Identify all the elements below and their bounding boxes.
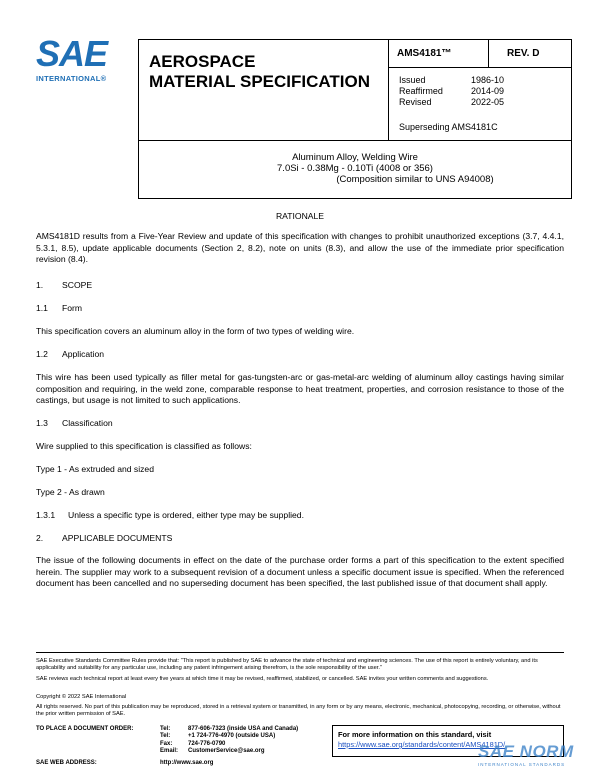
superseding: Superseding AMS4181C xyxy=(399,122,498,132)
contact-row xyxy=(36,748,298,755)
revision: REV. D xyxy=(489,40,571,68)
spec-subject xyxy=(139,140,571,198)
footer-review-text: SAE reviews each technical report at least every five years at which time it may be revised, reaffirmed, stabilized, or cancelled. SAE invites your written comments and suggestions. xyxy=(36,676,489,682)
contact-value: 724-776-0790 xyxy=(188,740,226,747)
section-title: SCOPE xyxy=(62,280,93,290)
section-number: 1.3 xyxy=(36,418,48,428)
date-row-reaffirmed xyxy=(399,86,571,97)
date-value: 1986-10 xyxy=(471,75,505,85)
section-title: APPLICABLE DOCUMENTS xyxy=(62,533,173,543)
contact-value[interactable]: CustomerService@sae.org xyxy=(188,748,265,755)
section-number: 2. xyxy=(36,533,44,543)
rationale-text: AMS4181D results from a Five-Year Review and update of this specification with changes to prohibit unauthorized exceptions (3.7, 4.4.1, 5.3.1, 8.5), update applicable documents (Section 2, 8.2), note on units (8.3), and allow the use of the immediate prior specification revision (8.4). xyxy=(36,231,564,264)
section-number: 1.1 xyxy=(36,303,48,313)
contact-key: Email: xyxy=(160,748,179,755)
footer-copyright: Copyright © 2022 SAE International xyxy=(36,694,127,700)
watermark-logo xyxy=(478,742,594,772)
logo-subtitle: INTERNATIONAL® xyxy=(36,74,107,83)
date-value: 2014-09 xyxy=(471,86,505,96)
date-label: Issued xyxy=(399,75,426,85)
section-1-1-heading xyxy=(36,303,82,313)
logo-brand: SAE xyxy=(36,33,108,74)
section-1-heading xyxy=(36,280,92,290)
date-row-revised xyxy=(399,97,571,108)
watermark-subtext: INTERNATIONAL STANDARDS xyxy=(478,762,566,767)
section-1-2-heading xyxy=(36,349,104,359)
spec-title-line2: MATERIAL SPECIFICATION xyxy=(149,72,370,91)
spec-title-line1: AEROSPACE xyxy=(149,52,256,71)
date-row-issued xyxy=(399,75,571,86)
doc-number: AMS4181™ xyxy=(389,40,489,68)
section-1-1-text: This specification covers an aluminum alloy in the form of two types of welding wire. xyxy=(36,326,355,336)
section-title: Form xyxy=(62,303,83,313)
section-text: Unless a specific type is ordered, either type may be supplied. xyxy=(68,510,304,520)
footer-rights-text: All rights reserved. No part of this publication may be reproduced, stored in a retrieval system or transmitted, in any form or by any means, electronic, mechanical, photocopying, recording, or otherwise, without the prior written permission of SAE. xyxy=(36,704,561,717)
contact-key: Fax: xyxy=(160,740,173,747)
section-2-text: The issue of the following documents in effect on the date of the purchase order forms a part of this specification to the extent specified herein. The supplier may work to a subsequent revision of a document unless a specific document issue is specified. When the referenced document has been cancelled and no superseding document has been specified, the last published issue of that document shall apply. xyxy=(36,555,564,588)
spec-header-box xyxy=(138,39,572,199)
more-info-title: For more information on this standard, visit xyxy=(338,730,492,739)
web-address-row xyxy=(36,760,213,766)
subject-line3: (Composition similar to UNS A94008) xyxy=(336,174,494,185)
rationale-heading: RATIONALE xyxy=(275,211,325,221)
web-link[interactable]: http://www.sae.org xyxy=(160,760,214,766)
subject-line2: 7.0Si - 0.38Mg - 0.10Ti (4008 or 356) xyxy=(277,163,433,174)
section-1-2-text: This wire has been used typically as filler metal for gas-tungsten-arc or gas-metal-arc welding of aluminum alloy castings having similar composition and requiring, in the weld zone, comparable response to heat treatment, properties, and corrosion resistance to those of the castings, but usage is not limited to such applications. xyxy=(36,372,564,405)
contact-key: Tel: xyxy=(160,726,171,732)
sae-logo xyxy=(36,33,122,86)
order-label: TO PLACE A DOCUMENT ORDER: xyxy=(36,726,134,732)
web-label: SAE WEB ADDRESS: xyxy=(36,760,97,766)
watermark-text: SAE NORM xyxy=(478,742,574,761)
spec-title xyxy=(139,40,389,140)
contact-value: +1 724-776-4970 (outside USA) xyxy=(188,733,276,740)
subject-line1: Aluminum Alloy, Welding Wire xyxy=(292,152,418,163)
section-title: Application xyxy=(62,349,105,359)
type-1: Type 1 - As extruded and sized xyxy=(36,464,154,474)
date-label: Revised xyxy=(399,97,432,107)
section-1-3-text: Wire supplied to this specification is classified as follows: xyxy=(36,441,252,451)
date-label: Reaffirmed xyxy=(399,86,443,96)
section-title: Classification xyxy=(62,418,113,428)
footer-rule xyxy=(36,652,564,653)
section-number: 1. xyxy=(36,280,44,290)
order-contacts xyxy=(36,726,298,756)
contact-row xyxy=(36,741,298,748)
section-1-3-heading xyxy=(36,418,113,428)
section-number: 1.3.1 xyxy=(36,510,56,520)
contact-value: 877-606-7323 (inside USA and Canada) xyxy=(188,726,299,732)
footer-rules-text: SAE Executive Standards Committee Rules provide that: “This report is published by SAE to advance the state of technical and engineering sciences. The use of this report is entirely voluntary, and its applicability and suitability for any particular use, including any patent infringement arising therefrom, is the sole responsibility of the user.” xyxy=(36,658,538,671)
date-history xyxy=(389,68,571,140)
section-2-heading xyxy=(36,533,172,543)
section-1-3-1 xyxy=(36,510,304,520)
section-number: 1.2 xyxy=(36,349,48,359)
standard-link[interactable]: https://www.sae.org/standards/content/AMS4181D/ xyxy=(338,740,506,749)
date-value: 2022-05 xyxy=(471,97,505,107)
contact-key: Tel: xyxy=(160,733,171,740)
contact-row xyxy=(36,733,298,740)
contact-row xyxy=(36,726,298,733)
type-2: Type 2 - As drawn xyxy=(36,487,105,497)
